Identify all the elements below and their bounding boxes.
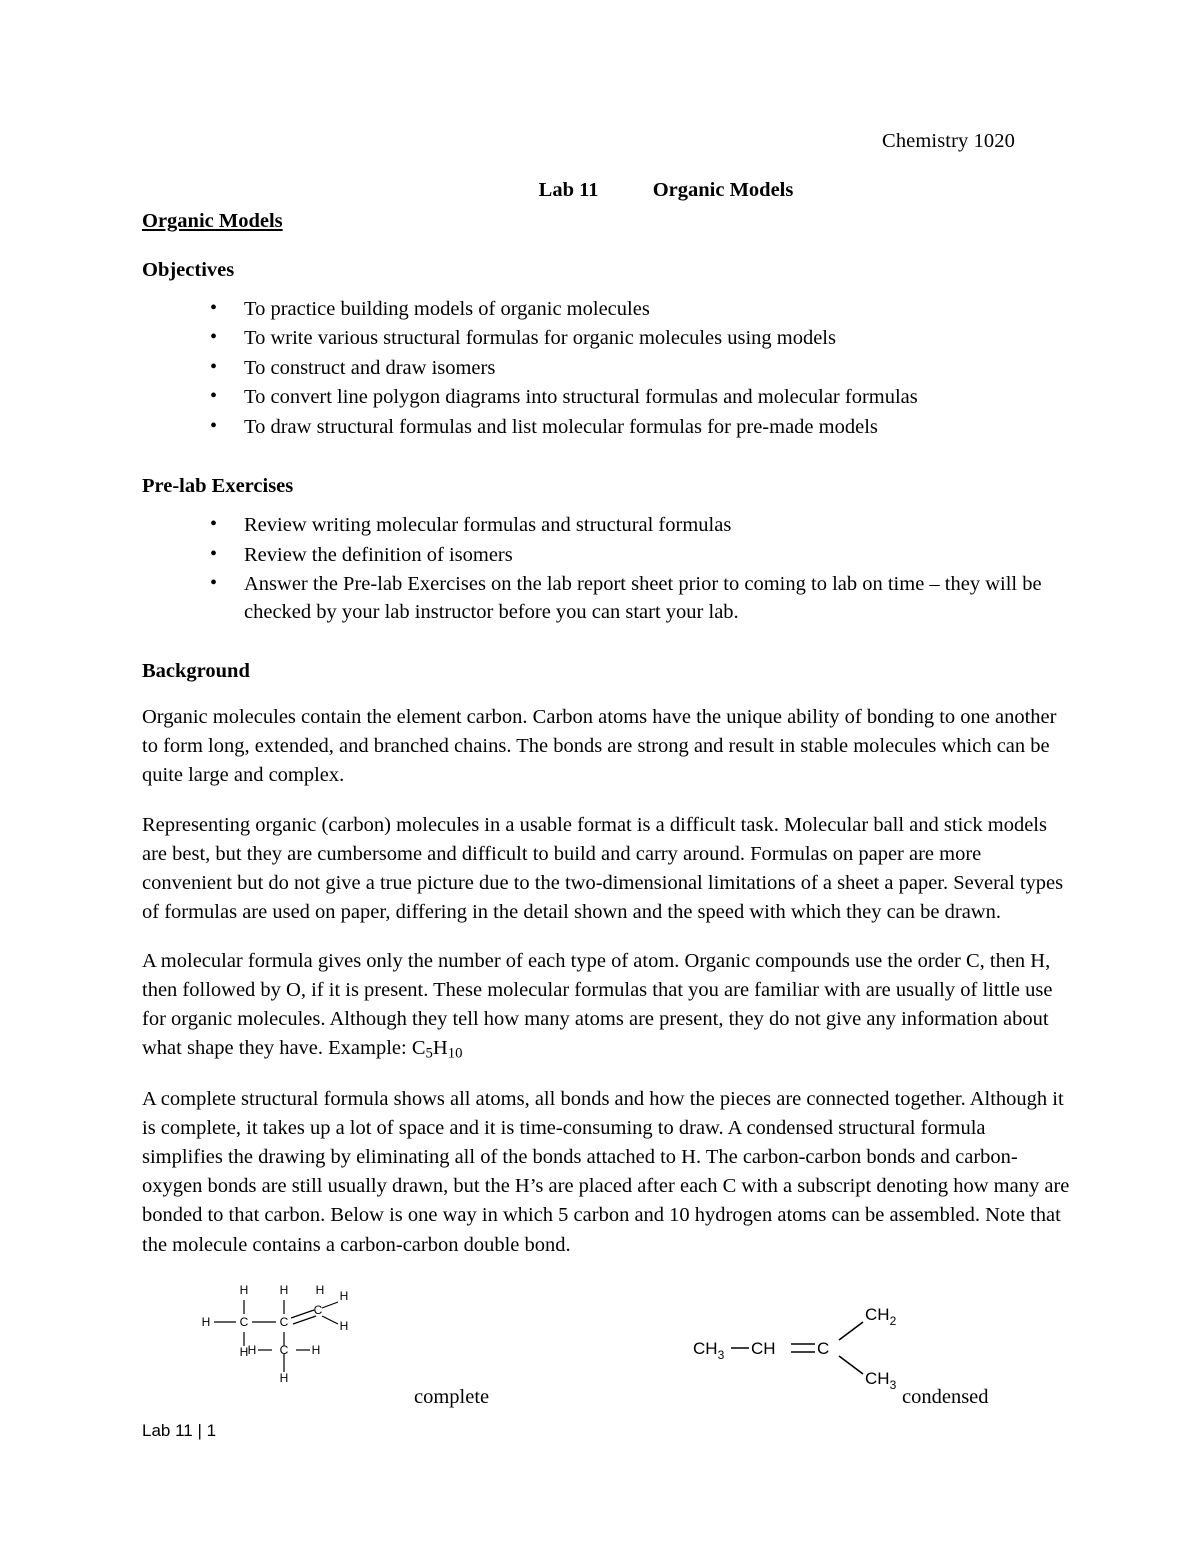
molecular-formula-paragraph xyxy=(142,947,1070,1065)
prelab-list xyxy=(142,512,1070,626)
atom-label-H: H xyxy=(239,1344,249,1359)
condensed-structural-formula-diagram xyxy=(687,1294,947,1394)
atom-label-C: C xyxy=(279,1342,289,1357)
figure-caption-complete: complete xyxy=(414,1385,490,1408)
background-paragraph-2: Representing organic (carbon) molecules in a usable format is a difficult task. Molecular ball and stick models are best, but they are cumbersome and difficult to build and carry around. Formulas on paper are more convenient but do not give a true picture due to the two-dimensional limitations of a sheet a paper. Several types of formulas are used on paper, differing in the detail shown and the speed with which they can be drawn. xyxy=(142,813,1064,923)
figures-row xyxy=(142,1280,1070,1430)
list-item: • To draw structural formulas and list molecular formulas for pre-made models xyxy=(210,414,1070,441)
atom-label-H: H xyxy=(339,1288,349,1303)
list-item: • To convert line polygon diagrams into structural formulas and molecular formulas xyxy=(210,384,1070,411)
atom-label-C: C xyxy=(239,1314,249,1329)
atom-label-H: H xyxy=(201,1314,211,1329)
prelab-heading: Pre-lab Exercises xyxy=(142,475,294,498)
list-item: • To construct and draw isomers xyxy=(210,355,1070,382)
page-footer: Lab 11 | 1 xyxy=(142,1421,217,1440)
background-paragraph-3: A complete structural formula shows all atoms, all bonds and how the pieces are connected together. Although it is complete, it takes up a lot of space and it is time-consuming to draw. A condensed structural formula simplifies the drawing by eliminating all of the bonds attached to H. The carbon-carbon bonds and carbon-oxygen bonds are still usually drawn, but the H’s are placed after each C with a subscript denoting how many are bonded to that carbon. Below is one way in which 5 carbon and 10 hydrogen atoms can be assembled. Note that the molecule contains a carbon-carbon double bond. xyxy=(142,1087,1070,1256)
objectives-heading: Objectives xyxy=(142,259,235,281)
paragraph-text-part-1: A molecular formula gives only the number of each type of atom. Organic compounds use the order C, then H, then followed by O, if it is present. These molecular formulas that you are familiar with are usually of little use for organic molecules. Although they tell how many atoms are present, they do not give any information about what shape they have. Example: C xyxy=(142,949,1053,1060)
background-paragraph-1: Organic molecules contain the element carbon. Carbon atoms have the unique ability of bonding to one another to form long, extended, and branched chains. The bonds are strong and result in stable molecules which can be quite large and complex. xyxy=(142,706,1057,787)
condensed-label-ch3-bottom: $CH_3$ xyxy=(865,1368,897,1392)
list-item: • Review the definition of isomers xyxy=(210,542,1070,569)
atom-label-H: H xyxy=(239,1282,249,1297)
lab-name: Organic Models xyxy=(652,179,794,201)
list-item: • To practice building models of organic molecules xyxy=(210,296,1070,323)
page-title: Organic Models xyxy=(142,210,283,232)
background-heading: Background xyxy=(142,660,250,683)
atom-label-H: H xyxy=(315,1282,325,1297)
formula-subscript-5: 5 xyxy=(425,1046,433,1062)
complete-structural-formula-diagram xyxy=(192,1280,422,1400)
objectives-list xyxy=(142,296,1070,441)
lab-number: Lab 11 xyxy=(538,179,599,201)
condensed-label-ch-mid: CH xyxy=(751,1338,776,1358)
formula-subscript-10: 10 xyxy=(447,1046,463,1062)
course-title: Chemistry 1020 xyxy=(882,130,1015,152)
list-item: • Answer the Pre-lab Exercises on the lab report sheet prior to coming to lab on time – they will be checked by your lab instructor before you can start your lab. xyxy=(210,571,1070,626)
list-item: • To write various structural formulas for organic molecules using models xyxy=(210,325,1070,352)
condensed-label-ch3-left: $CH_3$ xyxy=(693,1338,725,1362)
atom-label-C: C xyxy=(313,1302,323,1317)
condensed-label-c-node: C xyxy=(817,1338,830,1358)
atom-label-H: H xyxy=(339,1318,349,1333)
atom-label-H: H xyxy=(311,1342,321,1357)
paragraph-text-part-2: H xyxy=(432,1037,448,1060)
atom-label-H: H xyxy=(279,1282,289,1297)
atom-label-C: C xyxy=(279,1314,289,1329)
atom-label-H: H xyxy=(279,1370,289,1385)
figure-caption-condensed: condensed xyxy=(902,1385,989,1408)
condensed-label-ch2-top: $CH_2$ xyxy=(865,1304,897,1328)
atom-label-H: H xyxy=(247,1342,257,1357)
list-item: • Review writing molecular formulas and structural formulas xyxy=(210,512,1070,539)
lab-title-line xyxy=(142,179,1070,202)
